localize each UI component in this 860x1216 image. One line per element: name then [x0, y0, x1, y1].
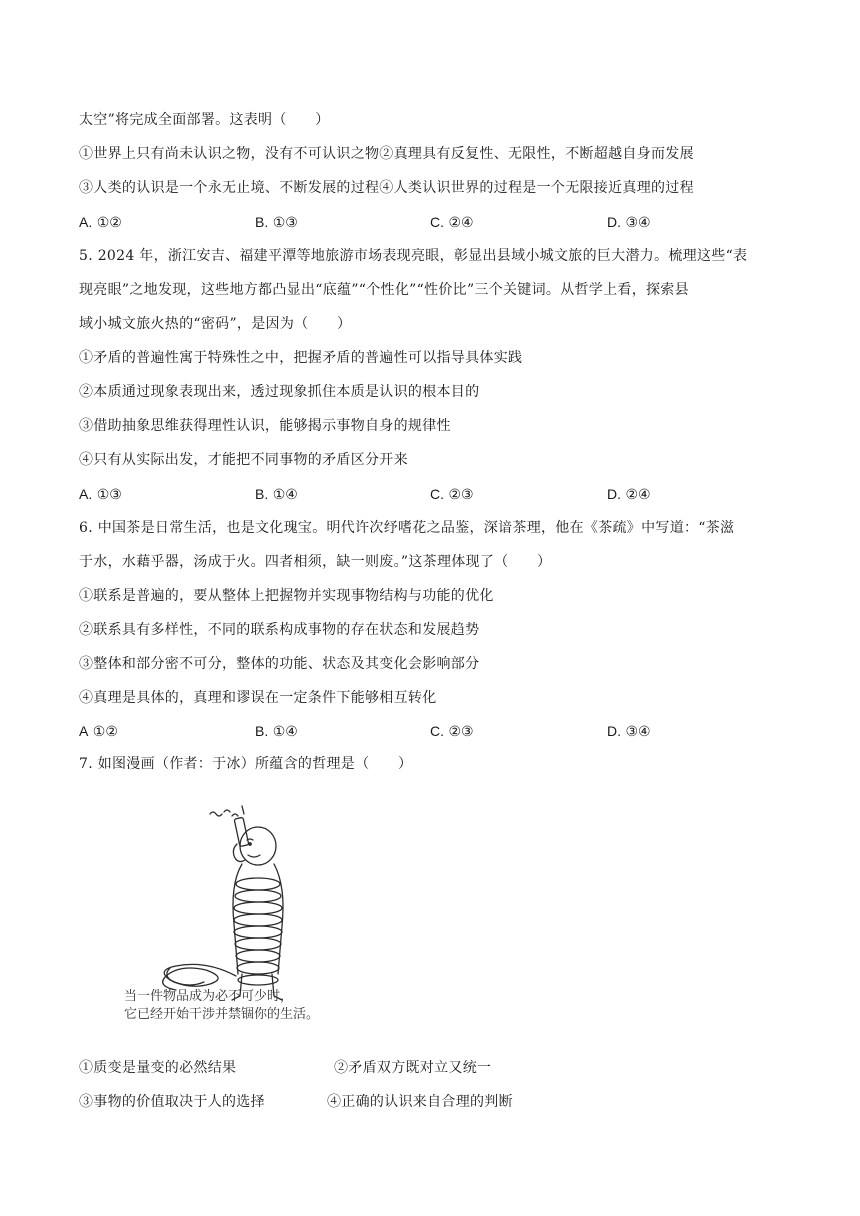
q5-options	[79, 484, 799, 504]
q7-choice-2: ②矛盾双方既对立又统一	[334, 1060, 492, 1076]
cartoon-caption-line1: 当一件物品成为必不可少时，	[124, 989, 294, 1004]
q5-statement-2: ②本质通过现象表现出来，透过现象抓住本质是认识的根本目的	[79, 384, 480, 400]
q6-stem-line2: 于水，水藉乎器，汤成于火。四者相须，缺一则废。”这茶理体现了（ ）	[79, 554, 552, 570]
q6-statement-3: ③整体和部分密不可分，整体的功能、状态及其变化会影响部分	[79, 656, 480, 672]
q4-statements-line2: ③人类的认识是一个永无止境、不断发展的过程④人类认识世界的过程是一个无限接近真理的过程	[79, 180, 694, 196]
q6-statement-2: ②联系具有多样性，不同的联系构成事物的存在状态和发展趋势	[79, 622, 480, 638]
q5-option-b[interactable]: B. ①④	[255, 486, 298, 503]
q5-option-c[interactable]: C. ②③	[430, 486, 474, 503]
q7-stem: 7. 如图漫画（作者：于冰）所蕴含的哲理是（ ）	[79, 756, 413, 772]
q4-option-a[interactable]: A. ①②	[79, 214, 122, 231]
q4-option-b[interactable]: B. ①③	[255, 214, 298, 231]
q7-choice-1: ①质变是量变的必然结果	[79, 1060, 237, 1076]
q4-options	[79, 212, 799, 232]
q5-option-a[interactable]: A. ①③	[79, 486, 122, 503]
q6-option-d[interactable]: D. ③④	[607, 723, 651, 740]
q6-options	[79, 721, 799, 741]
q4-stem-end: 太空”将完成全面部署。这表明（ ）	[79, 112, 330, 128]
q6-statement-4: ④真理是具体的，真理和谬误在一定条件下能够相互转化	[79, 690, 437, 706]
q5-stem-line1: 5. 2024 年，浙江安吉、福建平潭等地旅游市场表现亮眼，彰显出县域小城文旅的巨大潜力。梳理这些“表	[79, 248, 748, 264]
q7-choice-4: ④正确的认识来自合理的判断	[327, 1094, 513, 1110]
q7-choice-3: ③事物的价值取决于人的选择	[79, 1094, 265, 1110]
q4-statements-line1: ①世界上只有尚未认识之物，没有不可认识之物②真理具有反复性、无限性，不断超越自身而发展	[79, 146, 694, 162]
q4-option-c[interactable]: C. ②④	[430, 214, 474, 231]
q5-statement-4: ④只有从实际出发，才能把不同事物的矛盾区分开来	[79, 452, 408, 468]
q6-stem-line1: 6. 中国茶是日常生活，也是文化瑰宝。明代许次纾嗜花之品鉴，深谙茶理，他在《茶疏》中写道：“茶滋	[79, 520, 735, 536]
q5-statement-3: ③借助抽象思维获得理性认识，能够揭示事物自身的规律性	[79, 418, 451, 434]
q6-option-a[interactable]: A ①②	[79, 723, 118, 740]
cartoon-caption-line2: 它已经开始干涉并禁锢你的生活。	[124, 1007, 320, 1022]
q5-statement-1: ①矛盾的普遍性寓于特殊性之中，把握矛盾的普遍性可以指导具体实践	[79, 350, 523, 366]
q5-stem-line2: 现亮眼”之地发现，这些地方都凸显出“底蕴”“个性化”“性价比”三个关键词。从哲学上看，探索县	[79, 282, 689, 298]
q6-statement-1: ①联系是普遍的，要从整体上把握物并实现事物结构与功能的优化	[79, 588, 494, 604]
q6-option-b[interactable]: B. ①④	[255, 723, 298, 740]
q6-option-c[interactable]: C. ②③	[430, 723, 474, 740]
q4-option-d[interactable]: D. ③④	[607, 214, 651, 231]
q5-stem-line3: 域小城文旅火热的“密码”，是因为（ ）	[79, 316, 352, 332]
q5-option-d[interactable]: D. ②④	[607, 486, 651, 503]
